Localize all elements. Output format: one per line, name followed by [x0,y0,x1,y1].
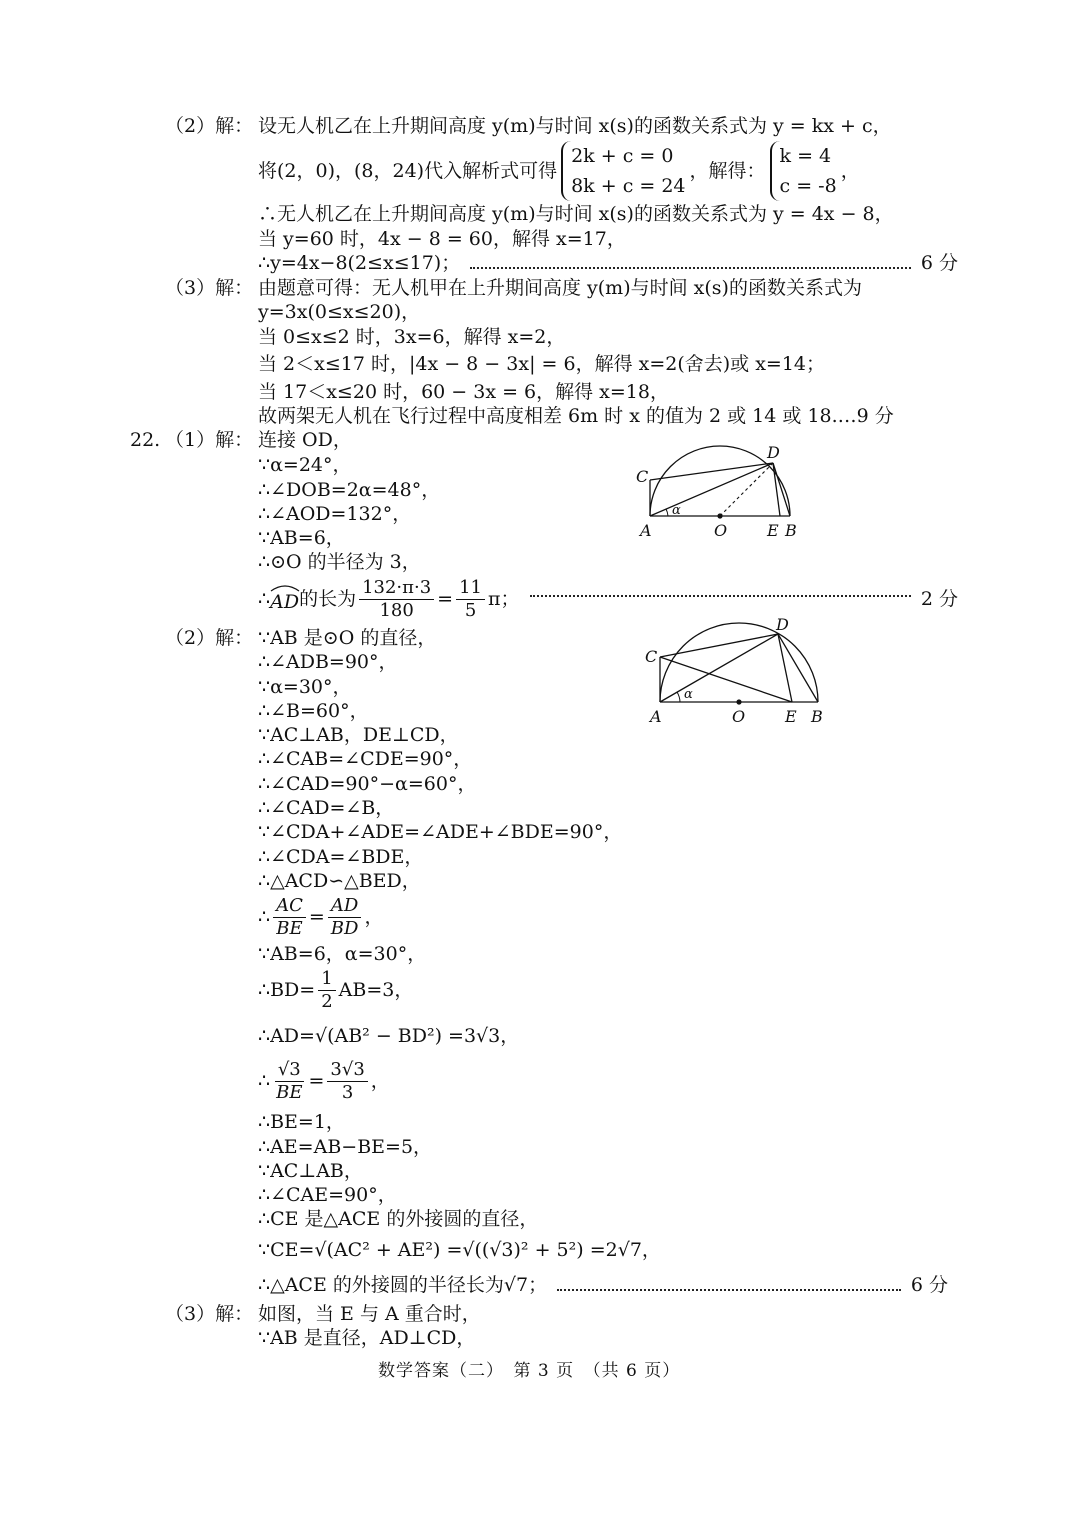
q22-p1-arc-length-line [258,574,958,624]
angle-alpha-mark [666,509,668,516]
label-b: B [811,707,823,726]
q21-p2-line1: 设无人机乙在上升期间高度 y(m)与时间 x(s)的函数关系式为 y = kx + c， [258,115,892,137]
therefore-sign: ∴ [258,1070,271,1092]
q21-p3-line6: 故两架无人机在飞行过程中高度相差 6m 时 x 的值为 2 或 14 或 18.…9 分 [258,405,894,427]
equals-sign: = [437,588,454,610]
q22-p2-line4: ∴∠B=60°， [258,700,369,722]
ratio2-comma: ， [370,1070,390,1092]
arc-ad-label: AD [270,591,300,613]
geometry-diagram-2 [640,612,830,732]
q21-p2-solution-system [770,141,837,201]
q22-p2-diameter-line: ∴CE 是△ACE 的外接圆的直径， [258,1208,539,1230]
q21-p3-line3: 当 0≤x≤2 时，3x=6，解得 x=2， [258,326,566,348]
q22-p2-line8: ∴∠CAD=∠B， [258,797,395,819]
score-leader-dots [530,595,911,597]
q22-p1-line5: ∵AB=6， [258,527,345,549]
q22-p2-ad-line: ∴AD=√(AB² − BD²) =3√3， [258,1025,520,1047]
q21-p2-line3: ∴无人机乙在上升期间高度 y(m)与时间 x(s)的函数关系式为 y = 4x − 8， [258,203,894,225]
arc-ad [270,584,299,614]
ratio-comma: ， [364,906,384,928]
label-e: E [767,521,779,540]
q22-p2-bd-line [258,966,413,1014]
q21-p3-label: （3）解： [165,277,254,299]
q21-p3-line1: 由题意可得：无人机甲在上升期间高度 y(m)与时间 x(s)的函数关系式为 [258,277,862,299]
label-alpha: α [684,687,693,702]
score-leader-dots [557,1289,901,1291]
q22-p2-ce-line: ∵CE=√(AC² + AE²) =√((√3)² + 5²) =2√7， [258,1239,661,1261]
q22-p2-final-line [258,1273,948,1297]
page-footer: 数学答案（二） 第 3 页 （共 6 页） [378,1361,681,1381]
segment-de [773,463,780,516]
q21-p2-label: （2）解： [165,115,254,137]
ratio3-numerator: √3 [275,1059,304,1082]
q22-p2-line10: ∴∠CDA=∠BDE， [258,846,424,868]
ratio3-denominator: BE [276,1081,303,1103]
q22-p1-line1: 连接 OD， [258,429,352,451]
q22-p1-line2: ∵α=24°， [258,454,352,476]
segment-cd [660,634,778,657]
q22-p3-line1: 如图，当 E 与 A 重合时， [258,1303,481,1325]
q22-p1-label: （1）解： [165,429,254,451]
q22-p2-final: ∴△ACE 的外接圆的半径长为√7； [258,1274,548,1296]
q22-p2-line3: ∵α=30°， [258,676,352,698]
q21-p2-substitute-text: 将(2，0)，(8，24)代入解析式可得 [258,160,558,182]
q22-p1-score: 2 分 [920,588,958,610]
q21-p2-line2 [258,140,860,202]
q21-p2-equation-system [561,141,685,201]
q22-number: 22. [130,429,161,451]
center-point-o [736,699,741,704]
q21-p2-line4: 当 y=60 时，4x − 8 = 60，解得 x=17， [258,228,626,250]
q22-p2-line5: ∵AC⊥AB，DE⊥CD， [258,724,459,746]
q22-p3-line2: ∵AB 是直径，AD⊥CD， [258,1327,476,1349]
bd-tail: AB=3， [338,979,414,1001]
q22-p2-cae-line: ∴∠CAE=90°， [258,1184,397,1206]
half-fraction [318,968,335,1013]
label-o: O [732,707,746,726]
score-leader-dots [470,267,911,269]
label-a: A [650,707,662,726]
ratio2-denominator: BD [330,917,359,939]
q21-p2-score: 6 分 [920,252,958,274]
ratio2-numerator: AD [328,895,361,918]
equals-sign: = [308,906,325,928]
ratio-sqrt3-be [273,1059,305,1104]
label-alpha: α [672,503,681,518]
q21-p2-eq2: 8k + c = 24 [571,175,686,197]
q21-p3-line5: 当 17＜x≤20 时，60 − 3x = 6，解得 x=18， [258,381,669,403]
fraction2-denominator: 5 [464,599,477,621]
q22-p1-line3: ∴∠DOB=2α=48°， [258,479,441,501]
q22-p2-ae-line: ∴AE=AB−BE=5， [258,1136,433,1158]
geometry-diagram-1 [632,444,812,544]
center-point-o [717,513,722,518]
fraction2-numerator: 11 [456,577,485,600]
label-c: C [636,467,649,486]
q22-p1-fraction2 [456,577,485,622]
ratio1-denominator: BE [276,917,303,939]
ratio1-numerator: AC [273,895,306,918]
label-c: C [645,647,658,666]
segment-de [778,634,792,702]
q22-p2-line11: ∴△ACD∽△BED， [258,870,421,892]
q22-p2-line6: ∴∠CAB=∠CDE=90°， [258,748,473,770]
ratio-ad-bd [328,895,362,940]
q22-p2-line9: ∵∠CDA+∠ADE=∠ADE+∠BDE=90°， [258,821,623,843]
q22-p1-fraction1 [359,577,434,622]
q21-p2-result: ∴y=4x−8(2≤x≤17)； [258,252,461,274]
q22-p1-therefore: ∴ [258,588,271,610]
ratio-ac-be [273,895,306,940]
ratio4-numerator: 3√3 [327,1059,367,1082]
label-d: D [776,615,789,634]
q21-p2-line5 [258,251,958,275]
label-d: D [767,444,780,462]
q22-p2-ratio2-line [258,1052,390,1110]
q22-p1-line4: ∴∠AOD=132°， [258,503,412,525]
ratio4-denominator: 3 [341,1081,354,1103]
segment-db [773,463,790,516]
arc-mark-icon [270,584,300,592]
segment-db [778,634,818,702]
q22-p2-line2: ∴∠ADB=90°， [258,651,398,673]
label-a: A [640,521,652,540]
q21-p2-eq1: 2k + c = 0 [571,145,674,167]
q21-p2-solve-text: ，解得： [689,160,766,182]
q22-p2-line7: ∴∠CAD=90°−α=60°， [258,773,477,795]
q22-p1-line6: ∴⊙O 的半径为 3， [258,551,421,573]
q22-p2-line1: ∵AB 是⊙O 的直径， [258,627,437,649]
therefore-sign: ∴ [258,906,271,928]
half-denominator: 2 [321,990,333,1012]
label-b: B [785,521,797,540]
q21-p2-sol2: c = -8 [779,175,837,197]
q22-p2-ratio-line [258,893,383,941]
q22-p2-score: 6 分 [910,1274,948,1296]
segment-od-dashed [720,463,773,516]
pi-tail: π； [488,588,520,610]
bd-prefix: ∴BD= [258,979,316,1001]
angle-alpha-mark [677,692,680,702]
q21-p3-line2: y=3x(0≤x≤20)， [258,301,421,323]
q22-p2-label: （2）解： [165,627,254,649]
label-o: O [714,521,728,540]
q22-p2-ab-given: ∵AB=6，α=30°， [258,943,427,965]
q21-p2-sol1: k = 4 [779,145,832,167]
q22-p2-be-line: ∴BE=1， [258,1111,345,1133]
fraction1-numerator: 132·π·3 [359,577,434,600]
q21-p3-line4: 当 2＜x≤17 时，|4x − 8 − 3x| = 6，解得 x=2(舍去)或 x=14； [258,353,826,375]
q22-p2-ac-perp-line: ∵AC⊥AB， [258,1160,363,1182]
q21-p2-comma: ， [840,160,860,182]
ratio-3sqrt3-3 [327,1059,367,1104]
half-numerator: 1 [318,968,335,991]
q22-p1-length-text: 的长为 [299,588,357,610]
equals-sign: = [308,1070,325,1092]
label-e: E [785,707,797,726]
q22-p3-label: （3）解： [165,1303,254,1325]
fraction1-denominator: 180 [379,599,414,621]
